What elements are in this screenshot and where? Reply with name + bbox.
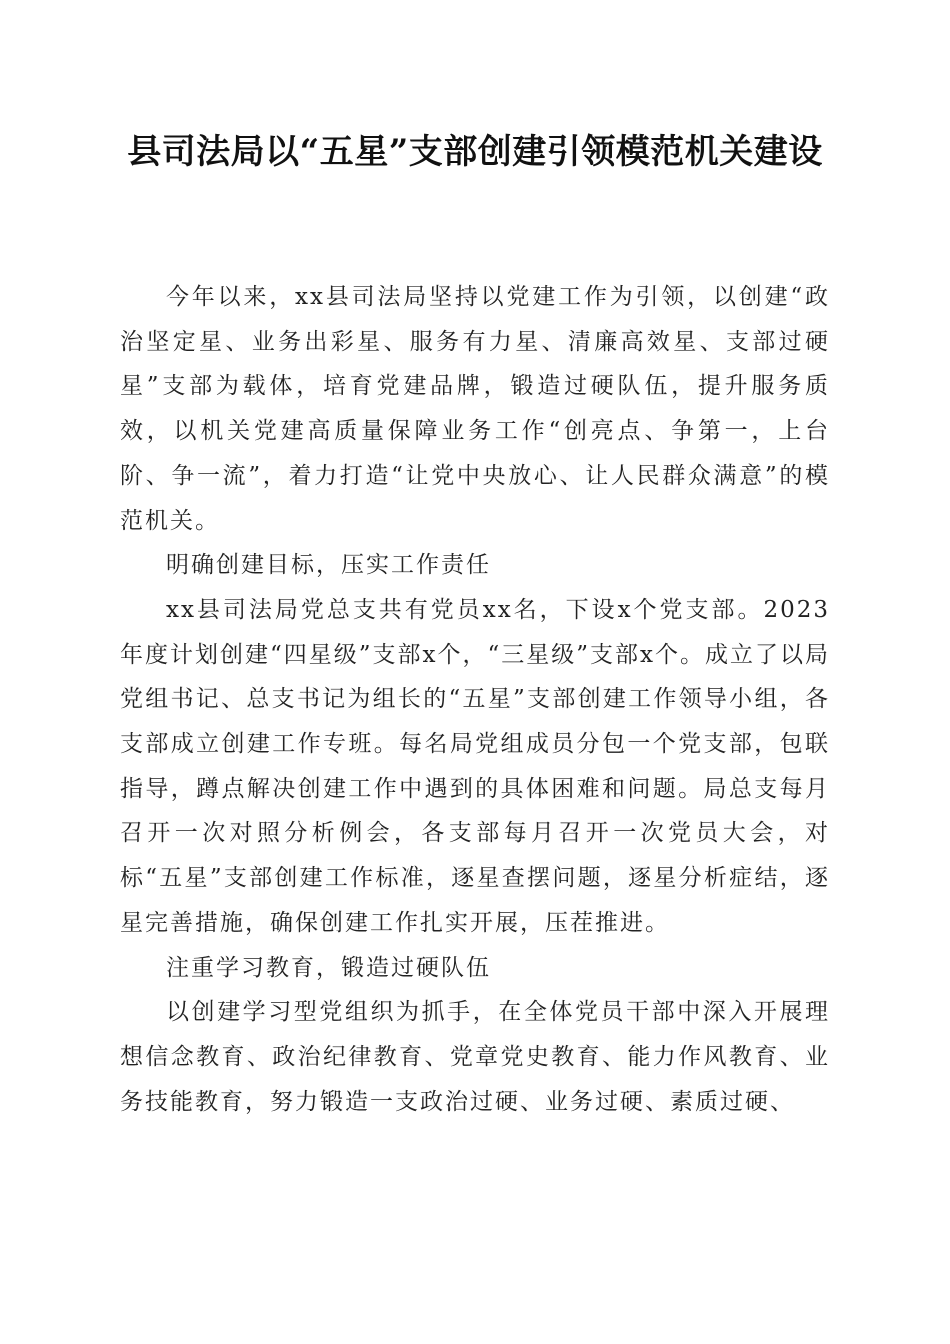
paragraph-goals: xx县司法局党总支共有党员xx名，下设x个党支部。2023年度计划创建“四星级”支部x个，“三星级”支部x个。成立了以局党组书记、总支书记为组长的“五星”支部创建工作领导小组，各支部成立创建工作专班。每名局党组成员分包一个党支部，包联指导，蹲点解决创建工作中遇到的具体困难和问题。局总支每月召开一次对照分析例会，各支部每月召开一次党员大会，对标“五星”支部创建工作标准，逐星查摆问题，逐星分析症结，逐星完善措施，确保创建工作扎实开展，压茬推进。	[120, 596, 830, 936]
paragraph-education: 以创建学习型党组织为抓手，在全体党员干部中深入开展理想信念教育、政治纪律教育、党章党史教育、能力作风教育、业务技能教育，努力锻造一支政治过硬、业务过硬、素质过硬、	[120, 999, 830, 1115]
paragraph-intro: 今年以来，xx县司法局坚持以党建工作为引领，以创建“政治坚定星、业务出彩星、服务有力星、清廉高效星、支部过硬星”支部为载体，培育党建品牌，锻造过硬队伍，提升服务质效，以机关党建高质量保障业务工作“创亮点、争第一，上台阶、争一流”，着力打造“让党中央放心、让人民群众满意”的模范机关。	[120, 284, 830, 534]
section-heading-goals: 明确创建目标，压实工作责任	[166, 552, 491, 579]
section-heading-education: 注重学习教育，锻造过硬队伍	[166, 954, 491, 981]
document-title: 县司法局以“五星”支部创建引领模范机关建设	[127, 132, 823, 172]
document-body	[120, 275, 830, 1124]
